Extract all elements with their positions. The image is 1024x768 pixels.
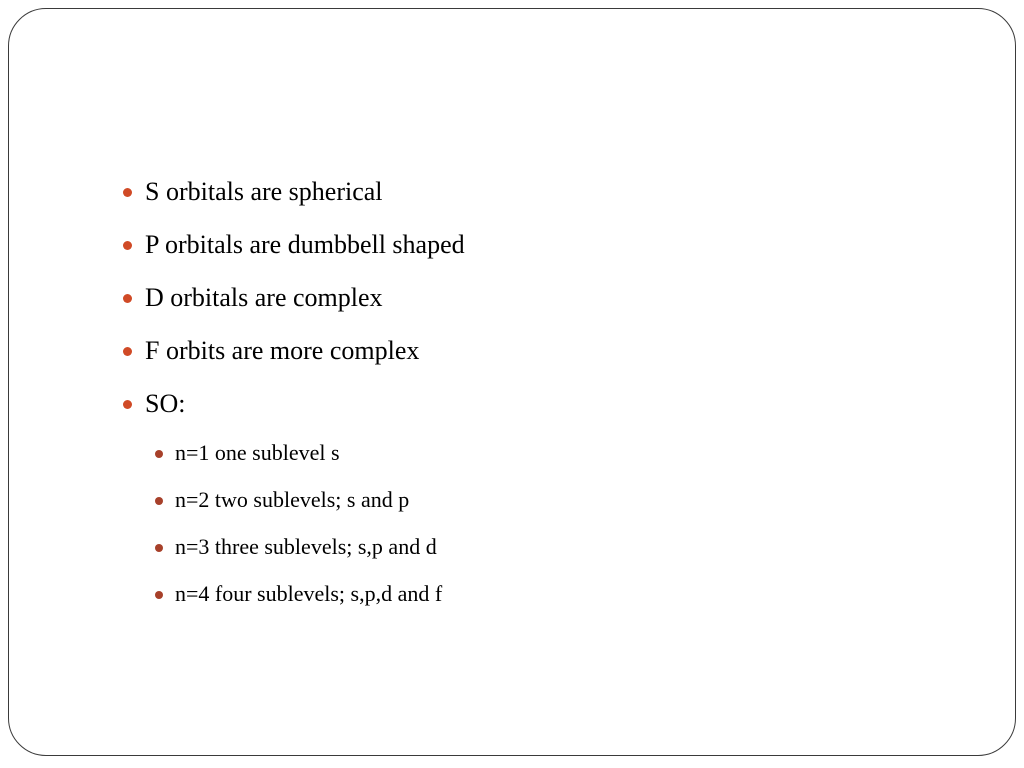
bullet-text: P orbitals are dumbbell shaped <box>145 230 465 259</box>
bullet-item <box>145 232 465 258</box>
sub-bullet-item <box>175 536 437 558</box>
bullet-item <box>145 285 383 311</box>
round-bullet-icon <box>155 497 163 505</box>
slide-content <box>9 9 1015 755</box>
sub-bullet-item <box>175 489 409 511</box>
round-bullet-icon <box>123 347 132 356</box>
round-bullet-icon <box>155 450 163 458</box>
bullet-item <box>145 391 185 417</box>
sub-bullet-text: n=4 four sublevels; s,p,d and f <box>175 581 443 606</box>
bullet-item <box>145 338 419 364</box>
sub-bullet-item <box>175 583 442 605</box>
sub-bullet-item <box>175 442 340 464</box>
round-bullet-icon <box>155 544 163 552</box>
round-bullet-icon <box>123 294 132 303</box>
bullet-text: S orbitals are spherical <box>145 177 383 206</box>
slide-frame <box>8 8 1016 756</box>
round-bullet-icon <box>123 188 132 197</box>
bullet-text: SO: <box>145 389 186 418</box>
sub-bullet-text: n=3 three sublevels; s,p and d <box>175 534 437 559</box>
round-bullet-icon <box>123 241 132 250</box>
bullet-text: F orbits are more complex <box>145 336 420 365</box>
sub-bullet-text: n=1 one sublevel s <box>175 440 340 465</box>
round-bullet-icon <box>155 591 163 599</box>
bullet-item <box>145 179 383 205</box>
bullet-text: D orbitals are complex <box>145 283 383 312</box>
round-bullet-icon <box>123 400 132 409</box>
sub-bullet-text: n=2 two sublevels; s and p <box>175 487 410 512</box>
